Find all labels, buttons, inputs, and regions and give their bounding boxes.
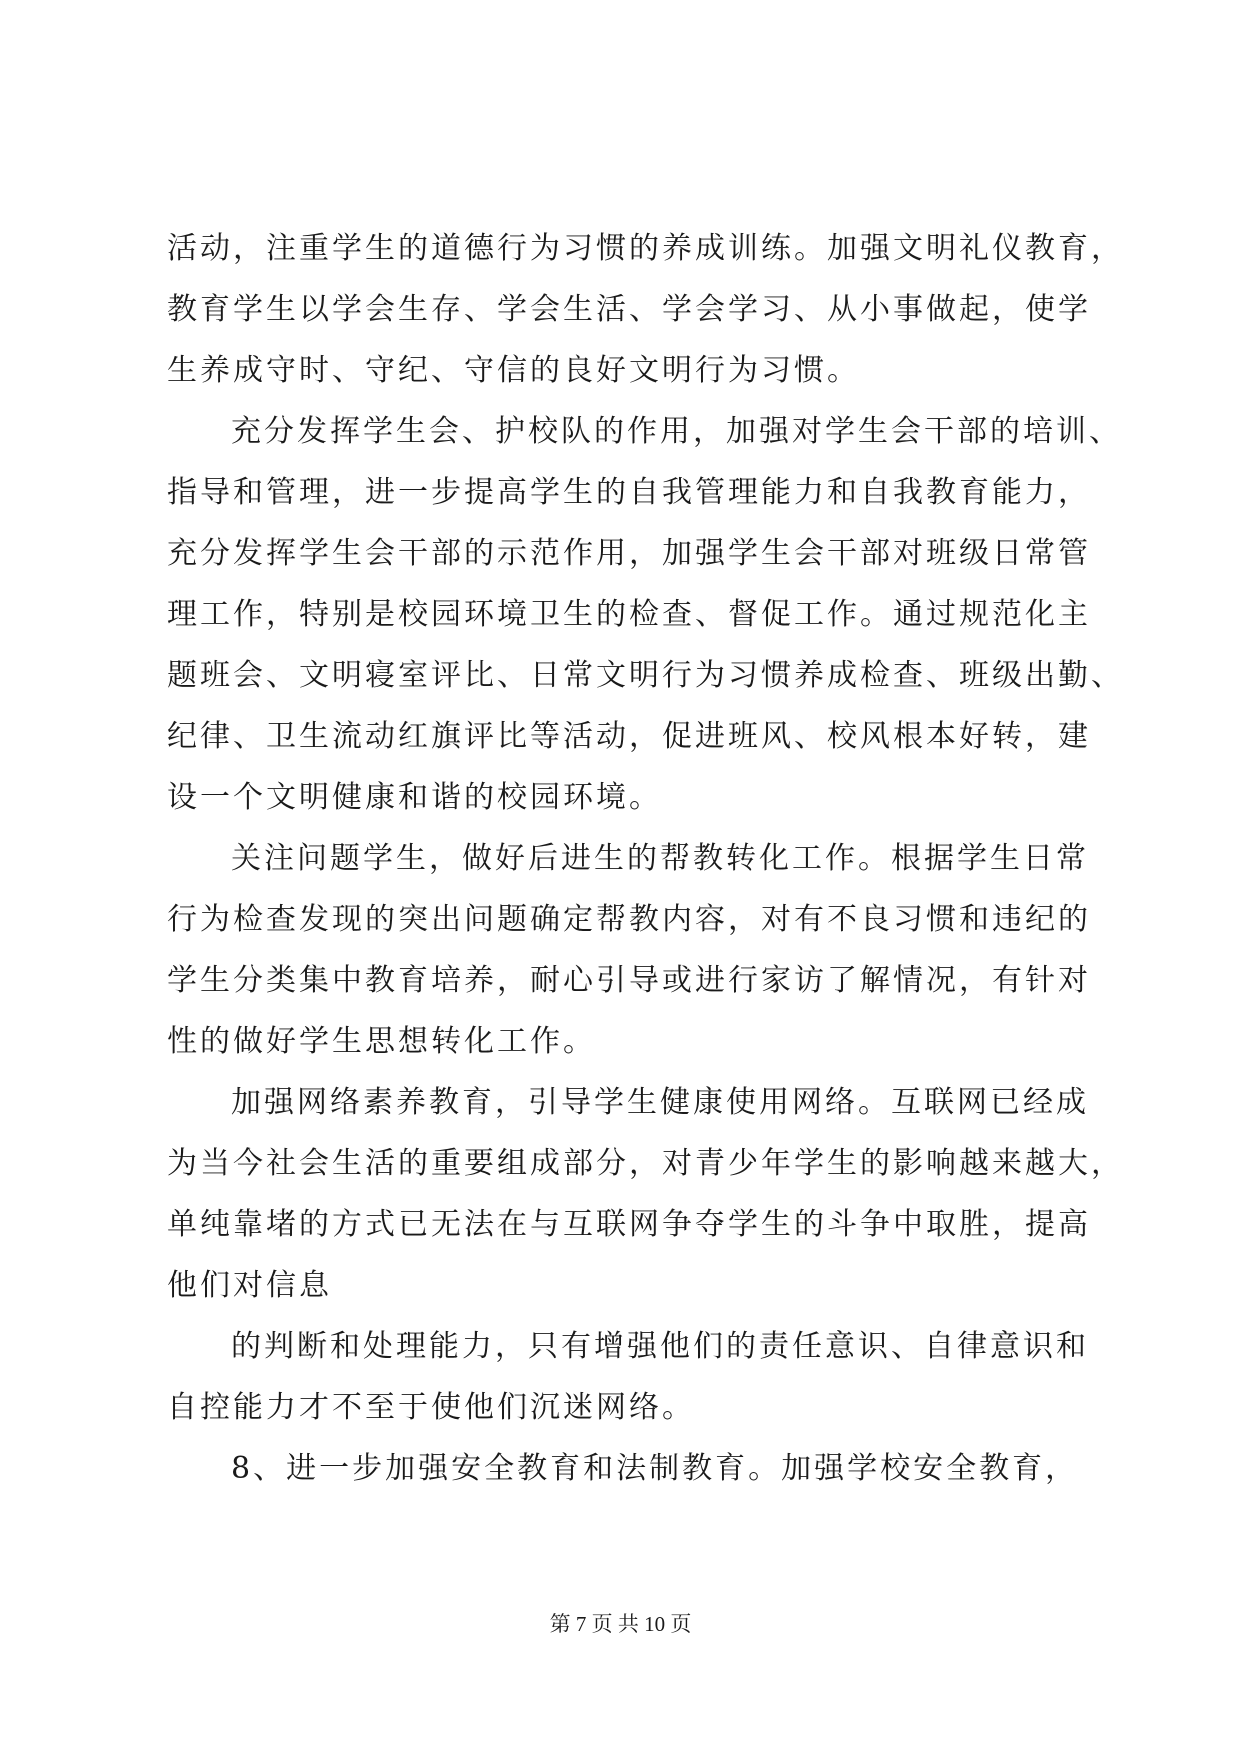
text-line: 学生分类集中教育培养，耐心引导或进行家访了解情况，有针对 (167, 963, 1091, 998)
text-line: 充分发挥学生会、护校队的作用，加强对学生会干部的培训、 (231, 414, 1122, 449)
text-line: 关注问题学生，做好后进生的帮教转化工作。根据学生日常 (231, 841, 1089, 876)
text-line: 活动，注重学生的道德行为习惯的养成训练。加强文明礼仪教育， (167, 231, 1124, 266)
page-footer: 第 7 页 共 10 页 (549, 1612, 692, 1636)
text-line: 设一个文明健康和谐的校园环境。 (167, 780, 662, 815)
text-line: 自控能力才不至于使他们沉迷网络。 (167, 1390, 695, 1425)
text-line: 理工作，特别是校园环境卫生的检查、督促工作。通过规范化主 (167, 597, 1091, 632)
text-line: 指导和管理，进一步提高学生的自我管理能力和自我教育能力， (167, 475, 1091, 510)
text-line: 性的做好学生思想转化工作。 (167, 1024, 596, 1059)
text-line: 8、进一步加强安全教育和法制教育。加强学校安全教育， (231, 1451, 1079, 1486)
text-line: 充分发挥学生会干部的示范作用，加强学生会干部对班级日常管 (167, 536, 1091, 571)
text-line: 他们对信息 (167, 1268, 332, 1303)
text-line: 行为检查发现的突出问题确定帮教内容，对有不良习惯和违纪的 (167, 902, 1091, 937)
text-line: 生养成守时、守纪、守信的良好文明行为习惯。 (167, 353, 860, 388)
document-body (167, 218, 1124, 1499)
text-line: 为当今社会生活的重要组成部分，对青少年学生的影响越来越大， (167, 1146, 1124, 1181)
text-line: 教育学生以学会生存、学会生活、学会学习、从小事做起，使学 (167, 292, 1091, 327)
text-line: 纪律、卫生流动红旗评比等活动，促进班风、校风根本好转，建 (167, 719, 1091, 754)
text-line: 单纯靠堵的方式已无法在与互联网争夺学生的斗争中取胜，提高 (167, 1207, 1091, 1242)
text-line: 的判断和处理能力，只有增强他们的责任意识、自律意识和 (231, 1329, 1089, 1364)
text-line: 题班会、文明寝室评比、日常文明行为习惯养成检查、班级出勤、 (167, 658, 1124, 693)
text-line: 加强网络素养教育，引导学生健康使用网络。互联网已经成 (231, 1085, 1089, 1120)
